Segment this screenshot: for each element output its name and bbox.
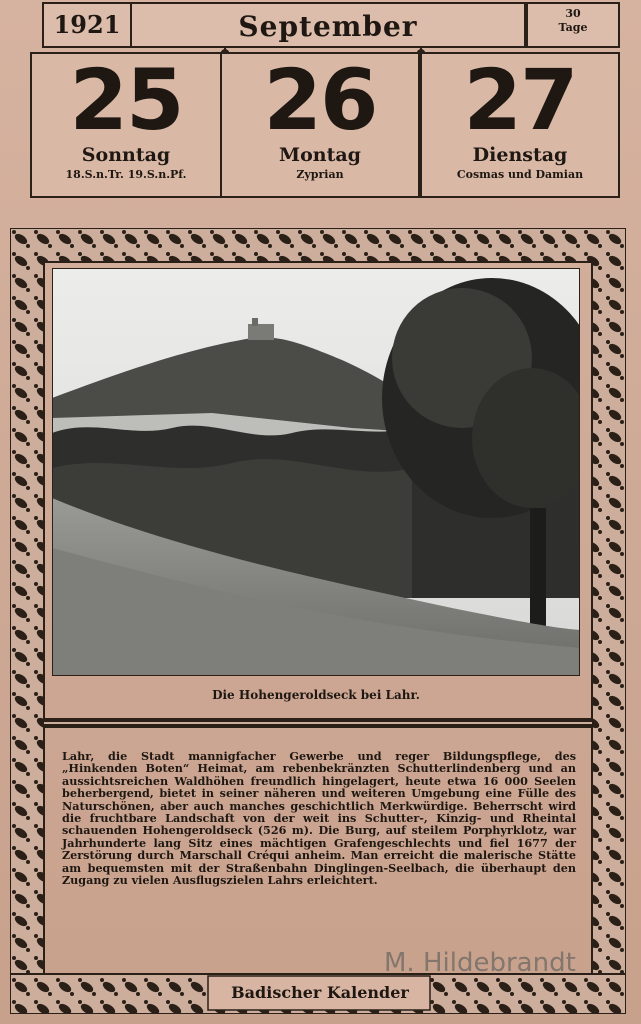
article-text: Lahr, die Stadt mannigfacher Gewerbe und reger Bildungspflege, des „Hinkenden Boten“ Heimat, am rebenbekränzten Schutterlindenberg und an aussichtsreichen Waldhöhen freundlich hingelagert, heute etwa 16 000 Seelen beherbergend, bietet in seiner näheren und weiteren Umgebung eine Fülle des Naturschönen, aber auch manches geschichtlich Merkwürdige. Beherrscht wird die fruchtbare Landschaft von der weit ins Schutter-, Kinzig- und Rheintal schauenden Hohengeroldseck (526 m). Die Burg, auf steilem Porphyrklotz, war Jahrhunderte lang Sitz eines mächtigen Grafengeschlechts und fiel 1677 der Zerstörung durch Marschall Créqui anheim. Man erreicht die malerische Stätte am bequemsten mit der Straßenbahn Dinglingen-Seelbach, die überhaupt den Zugang zu vielen Ausflugszielen Lahrs erleichtert. <box>62 749 576 888</box>
feast-note: Zyprian <box>296 168 344 181</box>
year-label: 1921 <box>53 10 121 39</box>
date-number: 26 <box>263 51 377 149</box>
watermark-text: M. Hildebrandt <box>384 948 576 978</box>
month-box <box>130 2 526 48</box>
feast-note: Cosmas und Damian <box>456 168 584 181</box>
year-box <box>42 2 132 48</box>
date-card-26 <box>220 52 420 198</box>
photo-caption: Die Hohengeroldseck bei Lahr. <box>212 688 420 702</box>
days-count: 30 <box>565 7 581 20</box>
weekday-label: Montag <box>279 144 361 166</box>
weekday-label: Sonntag <box>81 144 171 166</box>
landscape-photo <box>52 268 580 676</box>
feast-note: 18.S.n.Tr. 19.S.n.Pf. <box>65 168 187 181</box>
date-card-27 <box>420 52 620 198</box>
date-card-25 <box>30 52 222 198</box>
calendar-title: Badischer Kalender <box>231 983 409 1002</box>
month-label: September <box>238 10 418 43</box>
date-number: 25 <box>69 51 183 149</box>
date-number: 27 <box>463 51 577 149</box>
days-box <box>526 2 620 48</box>
days-label: Tage <box>558 21 588 34</box>
weekday-label: Dienstag <box>472 144 568 166</box>
